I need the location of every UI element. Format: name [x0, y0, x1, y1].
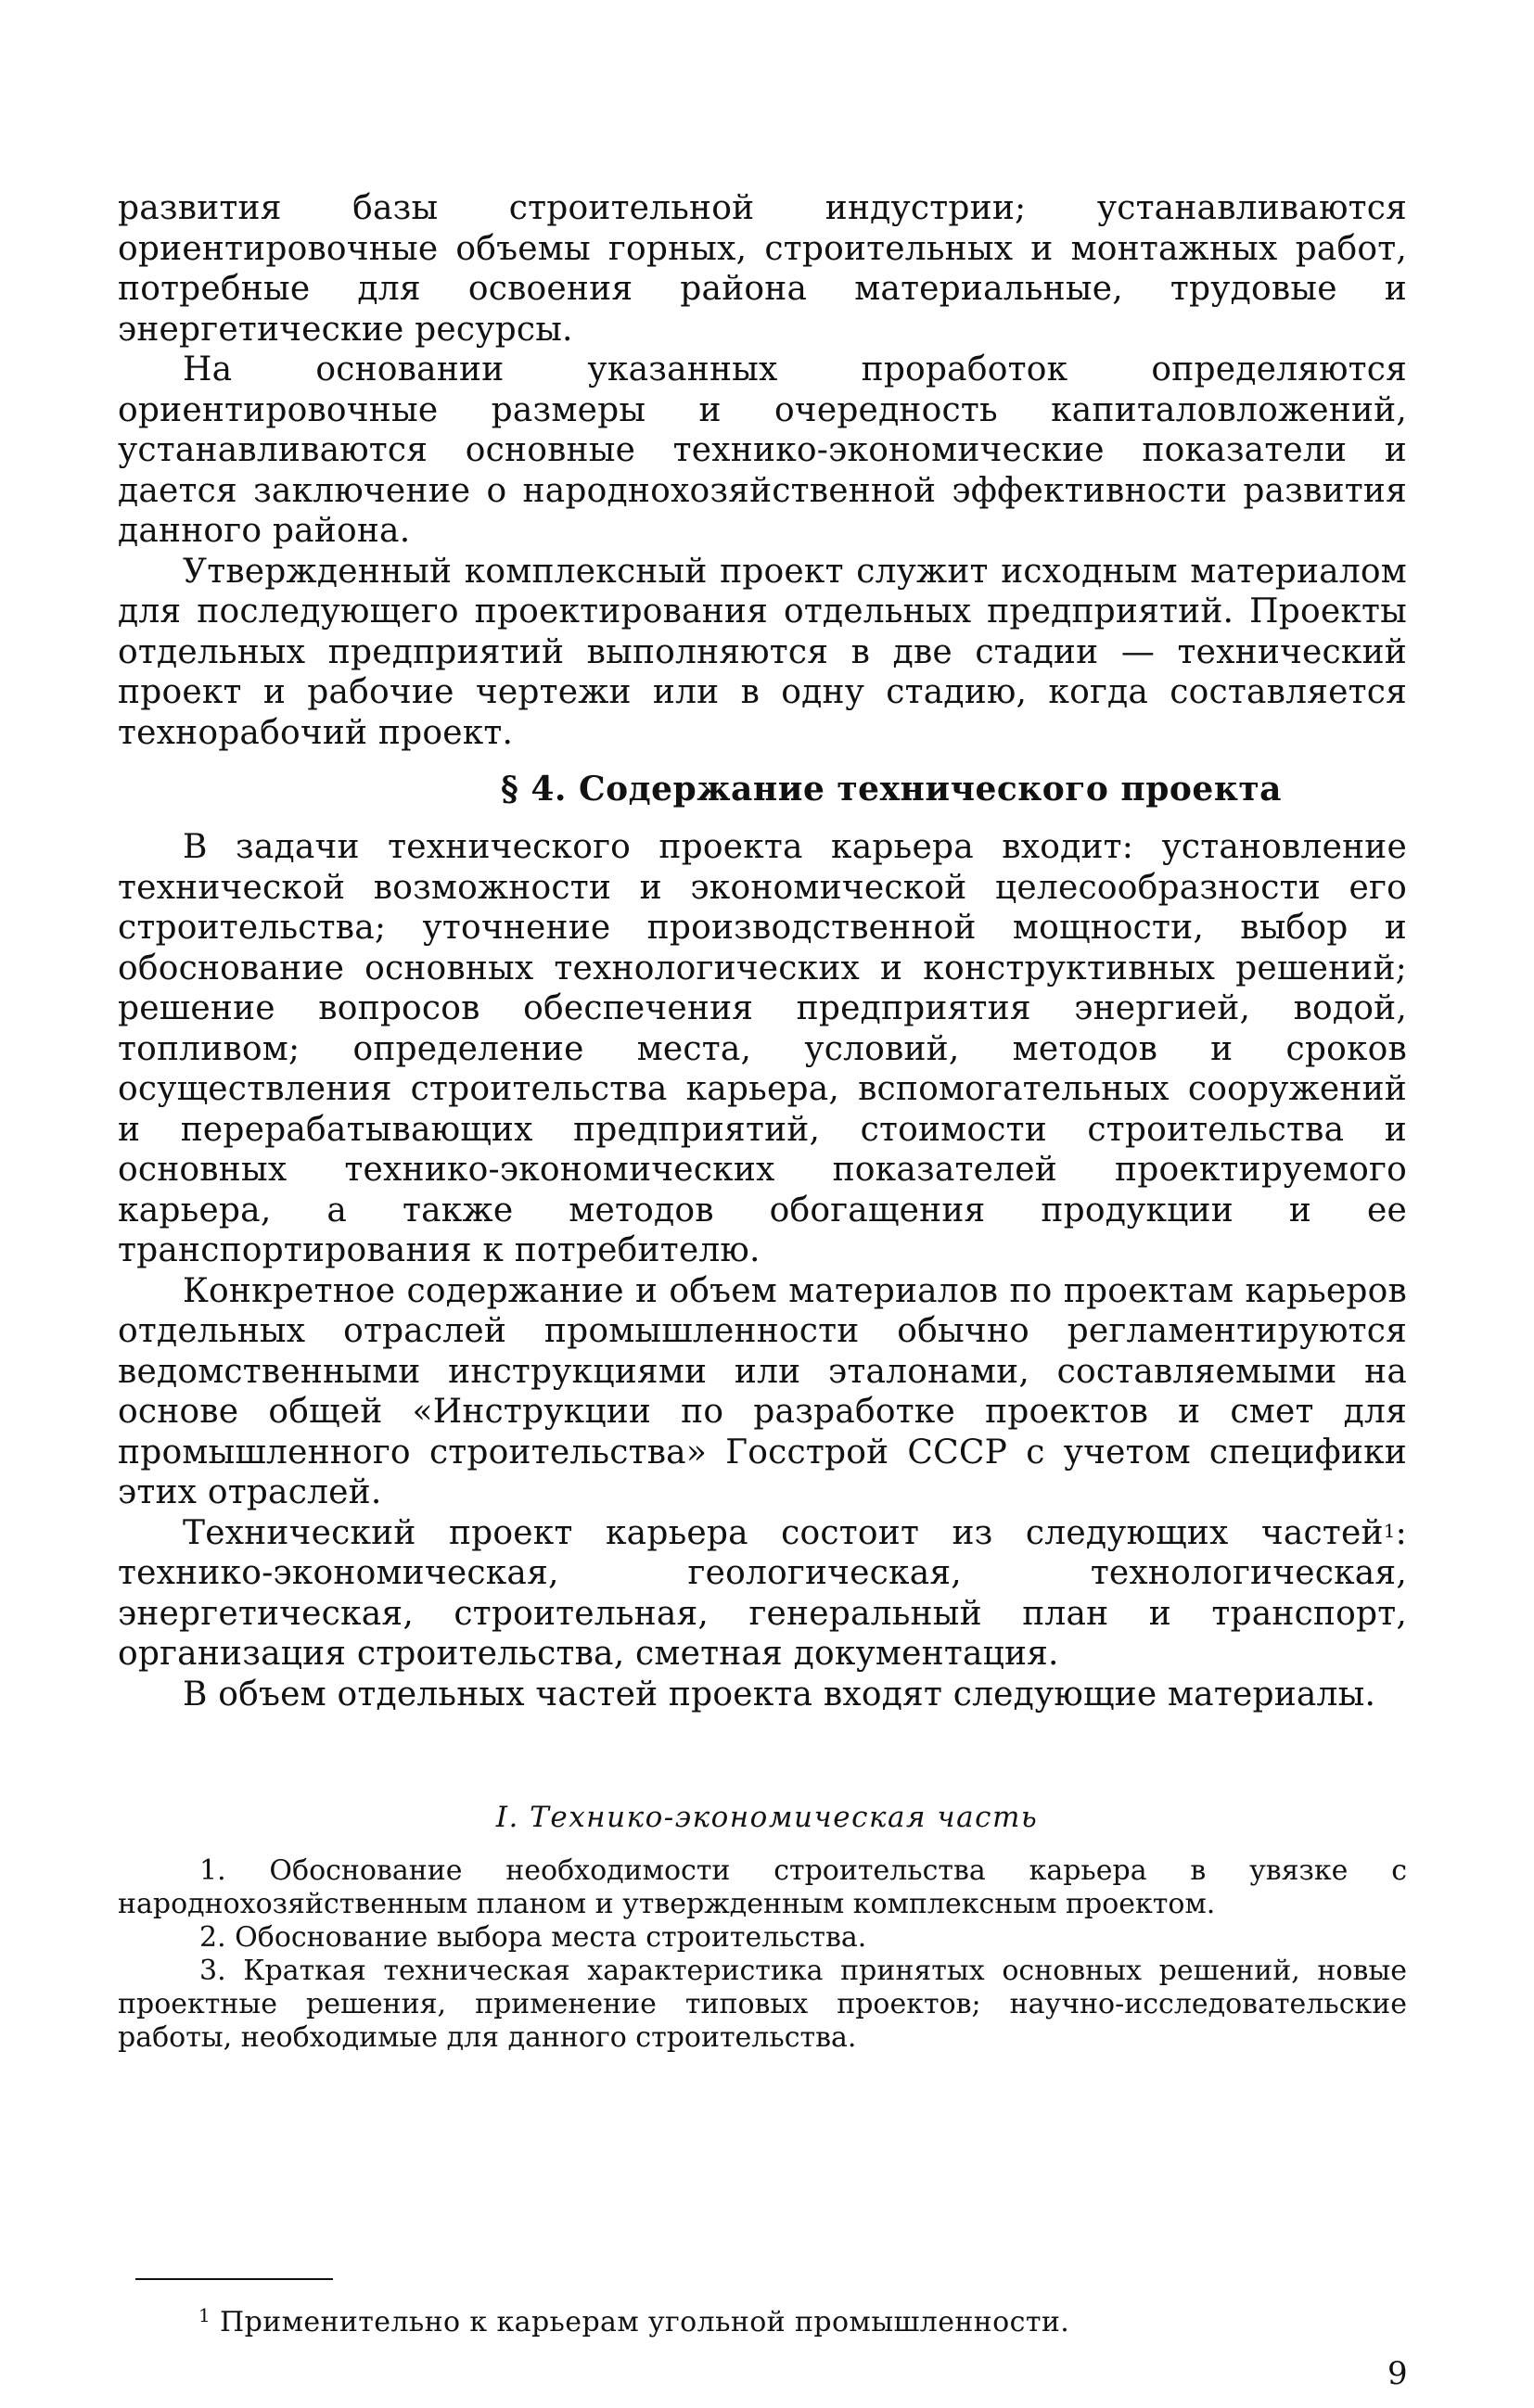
intro-paragraph-3: Утвержденный комплексный проект служит исходным материалом для последующего проектирования отдельных предприятий. Проекты отдельных предприятий выполняются в две стадии — технический проект и рабочие чертежи или в одну стадию, когда составляется технорабочий проект. — [118, 552, 1407, 752]
section-heading: § 4. Содержание технического проекта — [501, 770, 1282, 809]
intro-paragraph-1: развития базы строительной индустрии; устанавливаются ориентировочные объемы горных, строительных и монтажных работ, потребные для освоения района материальные, трудовые и энергетические ресурсы. — [118, 189, 1407, 349]
footnote-mark: 1 — [198, 2304, 211, 2326]
footnote-reference[interactable]: 1 — [1383, 1519, 1396, 1542]
footnote-divider — [135, 2278, 333, 2280]
section-paragraph-3-start: Технический проект карьера состоит из следующих частей — [183, 1513, 1384, 1552]
section-paragraph-1: В задачи технического проекта карьера входит: установление технической возможности и экономической целесообразности его строительства; уточнение производственной мощности, выбор и обоснование основных технологических и конструктивных решений; решение вопросов обеспечения предприятия энергией, водой, топливом; определение места, условий, методов и сроков осуществления строительства карьера, вспомогательных сооружений и перерабатывающих предприятий, стоимости строительства и основных технико-экономических показателей проектируемого карьера, а также методов обогащения продукции и ее транспортирования к потребителю. — [118, 828, 1407, 1269]
footnote-text: Применительно к карьерам угольной промышленности. — [211, 2306, 1070, 2338]
intro-paragraph-2: На основании указанных проработок определяются ориентировочные размеры и очередность капиталовложений, устанавливаются основные технико-экономические показатели и дается заключение о народнохозяйственной эффективности развития данного района. — [118, 350, 1407, 550]
footnote — [198, 2306, 1069, 2338]
part-heading: I. Технико-экономическая часть — [495, 1801, 1039, 1834]
section-text — [118, 827, 1407, 1714]
list-item: 2. Обоснование выбора места строительства. — [199, 1921, 867, 1954]
section-paragraph-3 — [118, 1513, 1407, 1675]
section-paragraph-3-end: : технико-экономическая, геологическая, технологическая, энергетическая, строительная, генеральный план и транспорт, организация строительства, сметная документация. — [118, 1513, 1407, 1673]
section-paragraph-2: Конкретное содержание и объем материалов по проектам карьеров отдельных отраслей промышленности обычно регламентируются ведомственными инструкциями или эталонами, составляемыми на основе общей «Инструкции по разработке проектов и смет для промышленного строительства» Госстрой СССР с учетом специфики этих отраслей. — [118, 1271, 1407, 1511]
part-item-list — [118, 1854, 1407, 2055]
section-paragraph-4: В объем отдельных частей проекта входят следующие материалы. — [183, 1675, 1376, 1714]
page-number: 9 — [1387, 2355, 1408, 2392]
intro-text — [118, 188, 1407, 753]
list-item: 3. Краткая техническая характеристика принятых основных решений, новые проектные решения, применение типовых проектов; научно-исследовательские работы, необходимые для данного строительства. — [118, 1955, 1407, 2054]
list-item: 1. Обоснование необходимости строительства карьера в увязке с народнохозяйственным планом и утвержденным комплексным проектом. — [118, 1854, 1407, 1920]
